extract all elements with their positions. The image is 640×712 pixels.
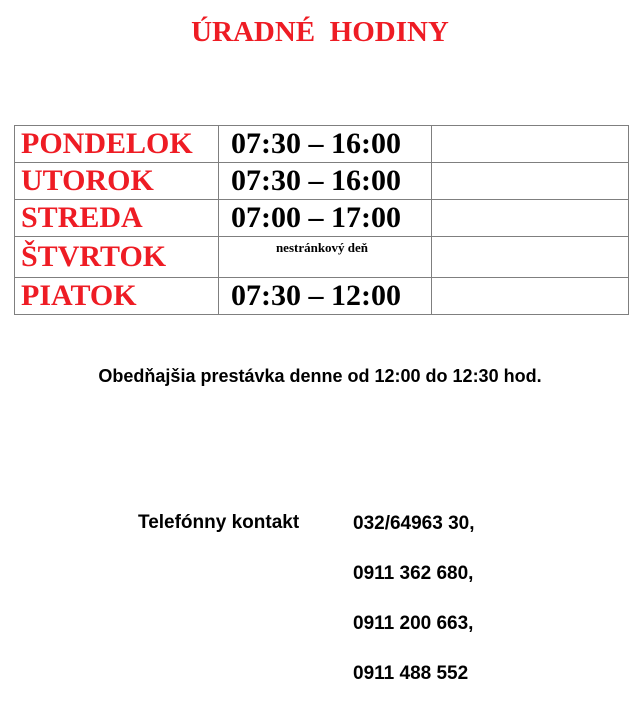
- table-row: [15, 163, 629, 200]
- phone-number: 032/64963 30,: [353, 513, 475, 534]
- day-wednesday: STREDA: [15, 200, 219, 237]
- empty-cell: [432, 278, 629, 315]
- phone-number: 0911 200 663,: [353, 613, 474, 634]
- page-title: ÚRADNÉ HODINY: [191, 16, 449, 48]
- day-thursday: ŠTVRTOK: [15, 237, 219, 278]
- empty-cell: [432, 200, 629, 237]
- hours-tuesday: 07:30 – 16:00: [219, 163, 432, 200]
- hours-friday: 07:30 – 12:00: [219, 278, 432, 315]
- hours-thursday: nestránkový deň: [219, 237, 432, 278]
- contact-label: Telefónny kontakt: [138, 512, 300, 533]
- day-tuesday: UTOROK: [15, 163, 219, 200]
- day-monday: PONDELOK: [15, 126, 219, 163]
- hours-wednesday: 07:00 – 17:00: [219, 200, 432, 237]
- table-row: [15, 200, 629, 237]
- lunch-break-note: Obedňajšia prestávka denne od 12:00 do 12:30 hod.: [98, 366, 542, 386]
- phone-number: 0911 362 680,: [353, 563, 474, 584]
- phone-list: [353, 512, 475, 712]
- office-hours-table: [14, 125, 629, 315]
- empty-cell: [432, 163, 629, 200]
- empty-cell: [432, 126, 629, 163]
- day-friday: PIATOK: [15, 278, 219, 315]
- phone-number: 0911 488 552: [353, 663, 469, 684]
- table-row: [15, 278, 629, 315]
- hours-monday: 07:30 – 16:00: [219, 126, 432, 163]
- table-row: [15, 237, 629, 278]
- empty-cell: [432, 237, 629, 278]
- table-row: [15, 126, 629, 163]
